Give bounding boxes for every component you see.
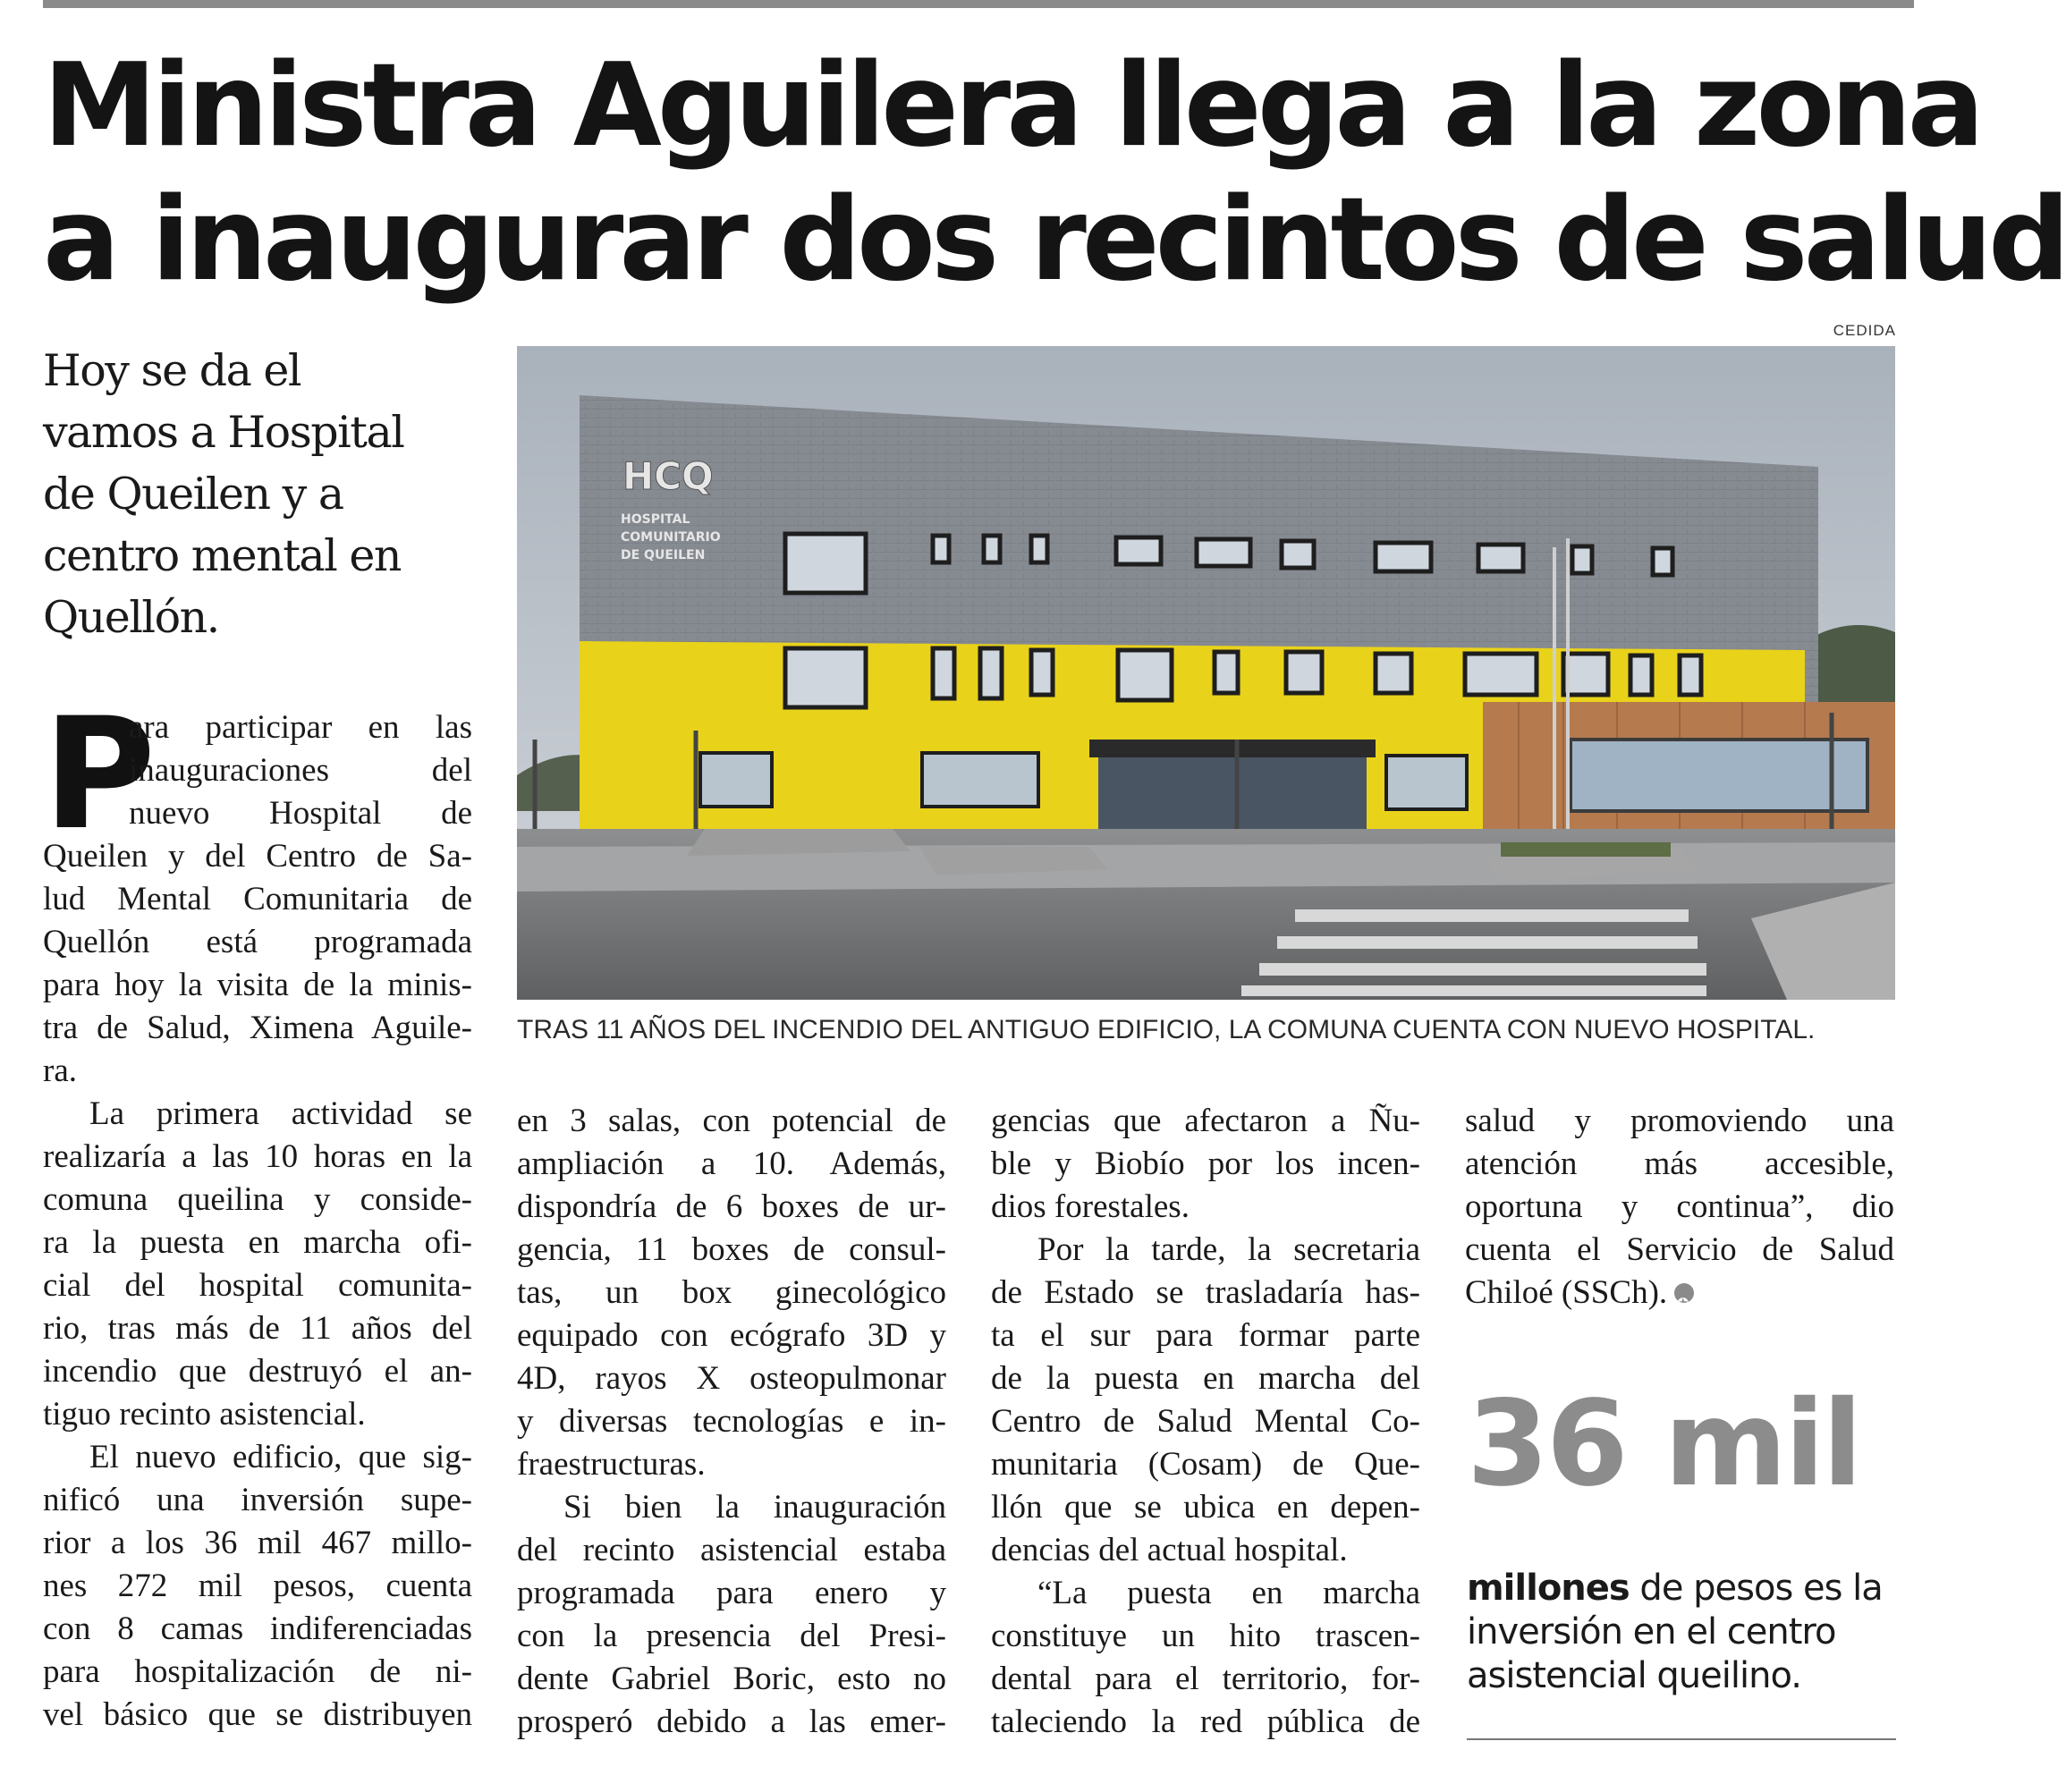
body-line: lud Mental Comunitaria de (43, 881, 472, 917)
body-line: salud y promoviendo una (1465, 1103, 1894, 1139)
body-line: munitaria (Cosam) de Que- (991, 1446, 1420, 1483)
body-line: vel básico que se distribuyen (43, 1696, 472, 1733)
body-line: taleciendo la red pública de (991, 1703, 1420, 1740)
body-line: de Estado se trasladaría has- (991, 1274, 1420, 1311)
sign-subtitle-text: HOSPITAL (621, 512, 690, 527)
body-line: tiguo recinto asistencial. (43, 1396, 366, 1433)
body-line: prosperó debido a las emer- (517, 1703, 946, 1740)
body-line: ra. (43, 1052, 77, 1089)
body-line: Quellón está programada (43, 924, 472, 960)
body-line: programada para enero y (517, 1575, 946, 1611)
body-line: oportuna y continua”, dio (1465, 1188, 1894, 1225)
body-line: dente Gabriel Boric, esto no (517, 1661, 946, 1697)
body-line: nuevo Hospital de (129, 795, 472, 832)
highlight-note-line-3: asistencial queilino. (1467, 1655, 1801, 1696)
entrance-glass (1098, 757, 1367, 829)
body-line: Si bien la inauguración (563, 1489, 946, 1526)
drop-cap: P (43, 684, 157, 864)
body-line: con 8 camas indiferenciadas (43, 1610, 472, 1647)
body-line: realizaría a las 10 horas en la (43, 1138, 472, 1175)
body-line: cuenta el Servicio de Salud (1465, 1231, 1894, 1268)
body-line: nes 272 mil pesos, cuenta (43, 1568, 472, 1604)
annex-window (1571, 740, 1867, 811)
highlight-note (1467, 1567, 1896, 1698)
highlight-bold-word: millones (1467, 1568, 1630, 1609)
subhead-line: vamos a Hospital (43, 407, 404, 458)
end-of-article-icon (1674, 1283, 1694, 1303)
body-line: nificó una inversión supe- (43, 1482, 472, 1518)
sign-subtitle-text: DE QUEILEN (621, 548, 706, 562)
body-line: equipado con ecógrafo 3D y (517, 1317, 946, 1354)
body-line: dios forestales. (991, 1188, 1190, 1225)
article-column-4 (1465, 1100, 1894, 1314)
body-line: Por la tarde, la secretaria (1037, 1231, 1420, 1268)
body-line: dencias del actual hospital. (991, 1532, 1348, 1568)
body-line: tra de Salud, Ximena Aguile- (43, 1010, 472, 1046)
entrance-canopy (1089, 740, 1376, 757)
subhead-line: de Queilen y a (43, 469, 343, 520)
subheadline (43, 340, 508, 648)
article-column-3 (991, 1100, 1420, 1744)
body-line-text: Chiloé (SSCh). (1465, 1274, 1668, 1311)
highlight-rule (1467, 1738, 1896, 1740)
planter-left (687, 829, 910, 856)
article-column-1 (43, 684, 472, 1737)
subhead-line: Quellón. (43, 592, 219, 643)
highlight-figure: 36 mil (1467, 1375, 1860, 1513)
body-line: atención más accesible, (1465, 1145, 1894, 1182)
headline (43, 39, 2066, 308)
body-line: dispondría de 6 boxes de ur- (517, 1188, 946, 1225)
body-line: ra la puesta en marcha ofi- (43, 1224, 472, 1261)
body-line: del recinto asistencial estaba (517, 1532, 946, 1568)
body-line-last (1465, 1272, 1894, 1314)
body-line: El nuevo edificio, que sig- (89, 1439, 472, 1475)
body-line: comuna queilina y conside- (43, 1181, 472, 1218)
hospital-building-illustration (517, 346, 1895, 1000)
body-line: rior a los 36 mil 467 millo- (43, 1525, 472, 1561)
body-line: llón que se ubica en depen- (991, 1489, 1420, 1526)
subhead-line: Hoy se da el (43, 345, 301, 396)
subhead-line: centro mental en (43, 530, 401, 581)
body-line: “La puesta en marcha (1037, 1575, 1420, 1611)
highlight-note-line-1 (1467, 1567, 1896, 1610)
body-line: fraestructuras. (517, 1446, 706, 1483)
body-line: gencias que afectaron a Ñu- (991, 1103, 1420, 1139)
body-line: ara participar en las (129, 709, 472, 746)
body-line: tas, un box ginecológico (517, 1274, 946, 1311)
body-line: ta el sur para formar parte (991, 1317, 1420, 1354)
body-line: ble y Biobío por los incen- (991, 1145, 1420, 1182)
body-line: de la puesta en marcha del (991, 1360, 1420, 1397)
top-rule (43, 0, 1914, 8)
planter-plants (1501, 842, 1671, 857)
body-line: cial del hospital comunita- (43, 1267, 472, 1304)
hospital-photo (517, 346, 1895, 1000)
body-line: dental para el territorio, for- (991, 1661, 1420, 1697)
headline-line-2: a inaugurar dos recintos de salud (43, 173, 2066, 307)
sign-hcq-text: HCQ (622, 454, 714, 498)
body-line: inauguraciones del (129, 752, 472, 789)
body-line: incendio que destruyó el an- (43, 1353, 472, 1390)
body-line: con la presencia del Presi- (517, 1618, 946, 1654)
sign-subtitle-text: COMUNITARIO (621, 530, 721, 545)
photo-credit: CEDIDA (1833, 322, 1896, 339)
body-line: La primera actividad se (89, 1095, 472, 1132)
photo-caption: TRAS 11 AÑOS DEL INCENDIO DEL ANTIGUO EDIFICIO, LA COMUNA CUENTA CON NUEVO HOSPITAL. (517, 1015, 1816, 1044)
body-line: para hospitalización de ni- (43, 1653, 472, 1690)
body-line: para hoy la visita de la minis- (43, 967, 472, 1003)
headline-line-1: Ministra Aguilera llega a la zona (43, 39, 1980, 173)
trees-right (1805, 625, 1895, 704)
body-line: en 3 salas, con potencial de (517, 1103, 946, 1139)
article-column-2 (517, 1100, 946, 1744)
body-line: gencia, 11 boxes de consul- (517, 1231, 946, 1268)
body-line: 4D, rayos X osteopulmonar (517, 1360, 946, 1397)
body-line: constituye un hito trascen- (991, 1618, 1420, 1654)
body-line: y diversas tecnologías e in- (517, 1403, 946, 1440)
highlight-note-line-2: inversión en el centro (1467, 1611, 1836, 1653)
body-line: ampliación a 10. Además, (517, 1145, 946, 1182)
body-line: Centro de Salud Mental Co- (991, 1403, 1420, 1440)
body-line: rio, tras más de 11 años del (43, 1310, 472, 1347)
body-line: Queilen y del Centro de Sa- (43, 838, 472, 875)
highlight-rest: de pesos es la (1629, 1568, 1883, 1609)
